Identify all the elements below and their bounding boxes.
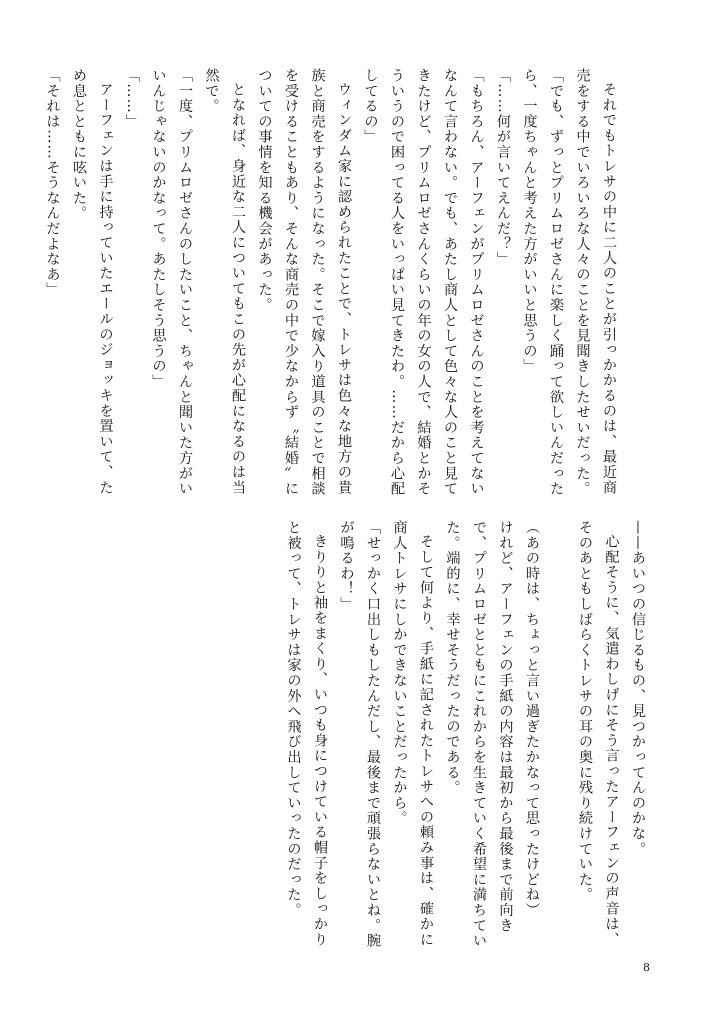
text-line: で、プリムロゼとともにこれからを生きていく希望に満ちてい [471,520,487,949]
text-line: そして何より、手紙に記されたトレサへの頼み事は、確かに [418,534,434,948]
text-line: ——あいつの信じるもの、見つかってんのかな。 [630,520,646,857]
text-line: きりりと袖をまくり、いつも身につけている帽子をしっかり [312,534,328,948]
text-line: ウィンダム家に認められたことで、トレサは色々な地方の貴 [336,82,352,496]
text-line: 「……」 [124,68,140,130]
text-line: 売をする中でいろいろな人々のことを見聞きしたせいだった。 [574,68,591,497]
text-line: けれど、アーフェンの手紙の内容は最初から最後まで前向き [497,520,514,934]
lower-text-block [280,520,651,949]
text-line: アーフェンは手に持っていたエールのジョッキを置いて、た [97,82,114,496]
text-line: 然で。 [203,68,220,114]
upper-text-block [39,68,622,497]
text-line: いんじゃないのかなって。あたしそう思うの」 [150,68,167,390]
page-number: 8 [643,961,650,974]
text-line: 族と商売をするようになった。そこで嫁入り道具のことで相談 [309,68,326,497]
text-line: ら、一度ちゃんと考えた方がいいと思うの」 [521,68,538,374]
text-line: め息とともに呟いた。 [71,68,87,221]
text-line: た。端的に、幸せそうだったのである。 [444,520,461,796]
text-line: 商人トレサにしかできないことだったから。 [391,520,408,826]
text-line: 「でも、ずっとプリムロゼさんに楽しく踊って欲しいんだった [548,68,564,497]
blank-line [545,520,572,940]
text-line: と被って、トレサは家の外へ飛び出していったのだった。 [285,520,302,918]
text-line: ついての事情を知る機会があった。 [256,68,273,313]
text-line: 「……何が言いてえんだ？」 [495,68,511,267]
text-line: となれば、身近な二人についてもこの先が心配になるのは当 [230,82,246,496]
text-line: 「一度、プリムロゼさんのしたいこと、ちゃんと聞いた方がい [177,68,193,497]
text-line: なんて言わない。でも、あたし商人として色々な人のこと見て [442,68,458,497]
text-line: ういうので困ってる人をいっぱい見てきたわ。……だから心配 [389,68,405,497]
text-line: 心配そうに、気遣わしげにそう言ったアーフェンの声音は、 [603,534,620,948]
text-line: が鳴るわ！」 [338,520,355,612]
text-line: （あの時は、ちょっと言い過ぎたかなって思ったけどね） [524,520,540,918]
text-line: 「もちろん、アーフェンがプリムロゼさんのことを考えてない [468,68,485,497]
text-line: 「せっかく口出しもしたんだし、最後まで頑張らないとね。腕 [365,520,381,949]
text-line: きたけど、プリムロゼさんくらいの年の女の人で、結婚とかそ [415,68,432,497]
text-line: 「それは……そうなんだよなあ」 [44,68,61,298]
text-line: を受けることもあり、そんな商売の中で少なからず〝結婚〟に [283,68,299,497]
text-line: そのあともしばらくトレサの耳の奥に残り続けていた。 [577,520,593,903]
text-line: してるの」 [362,68,379,145]
text-line: それでもトレサの中に二人のことが引っかかるのは、最近商 [601,82,617,496]
